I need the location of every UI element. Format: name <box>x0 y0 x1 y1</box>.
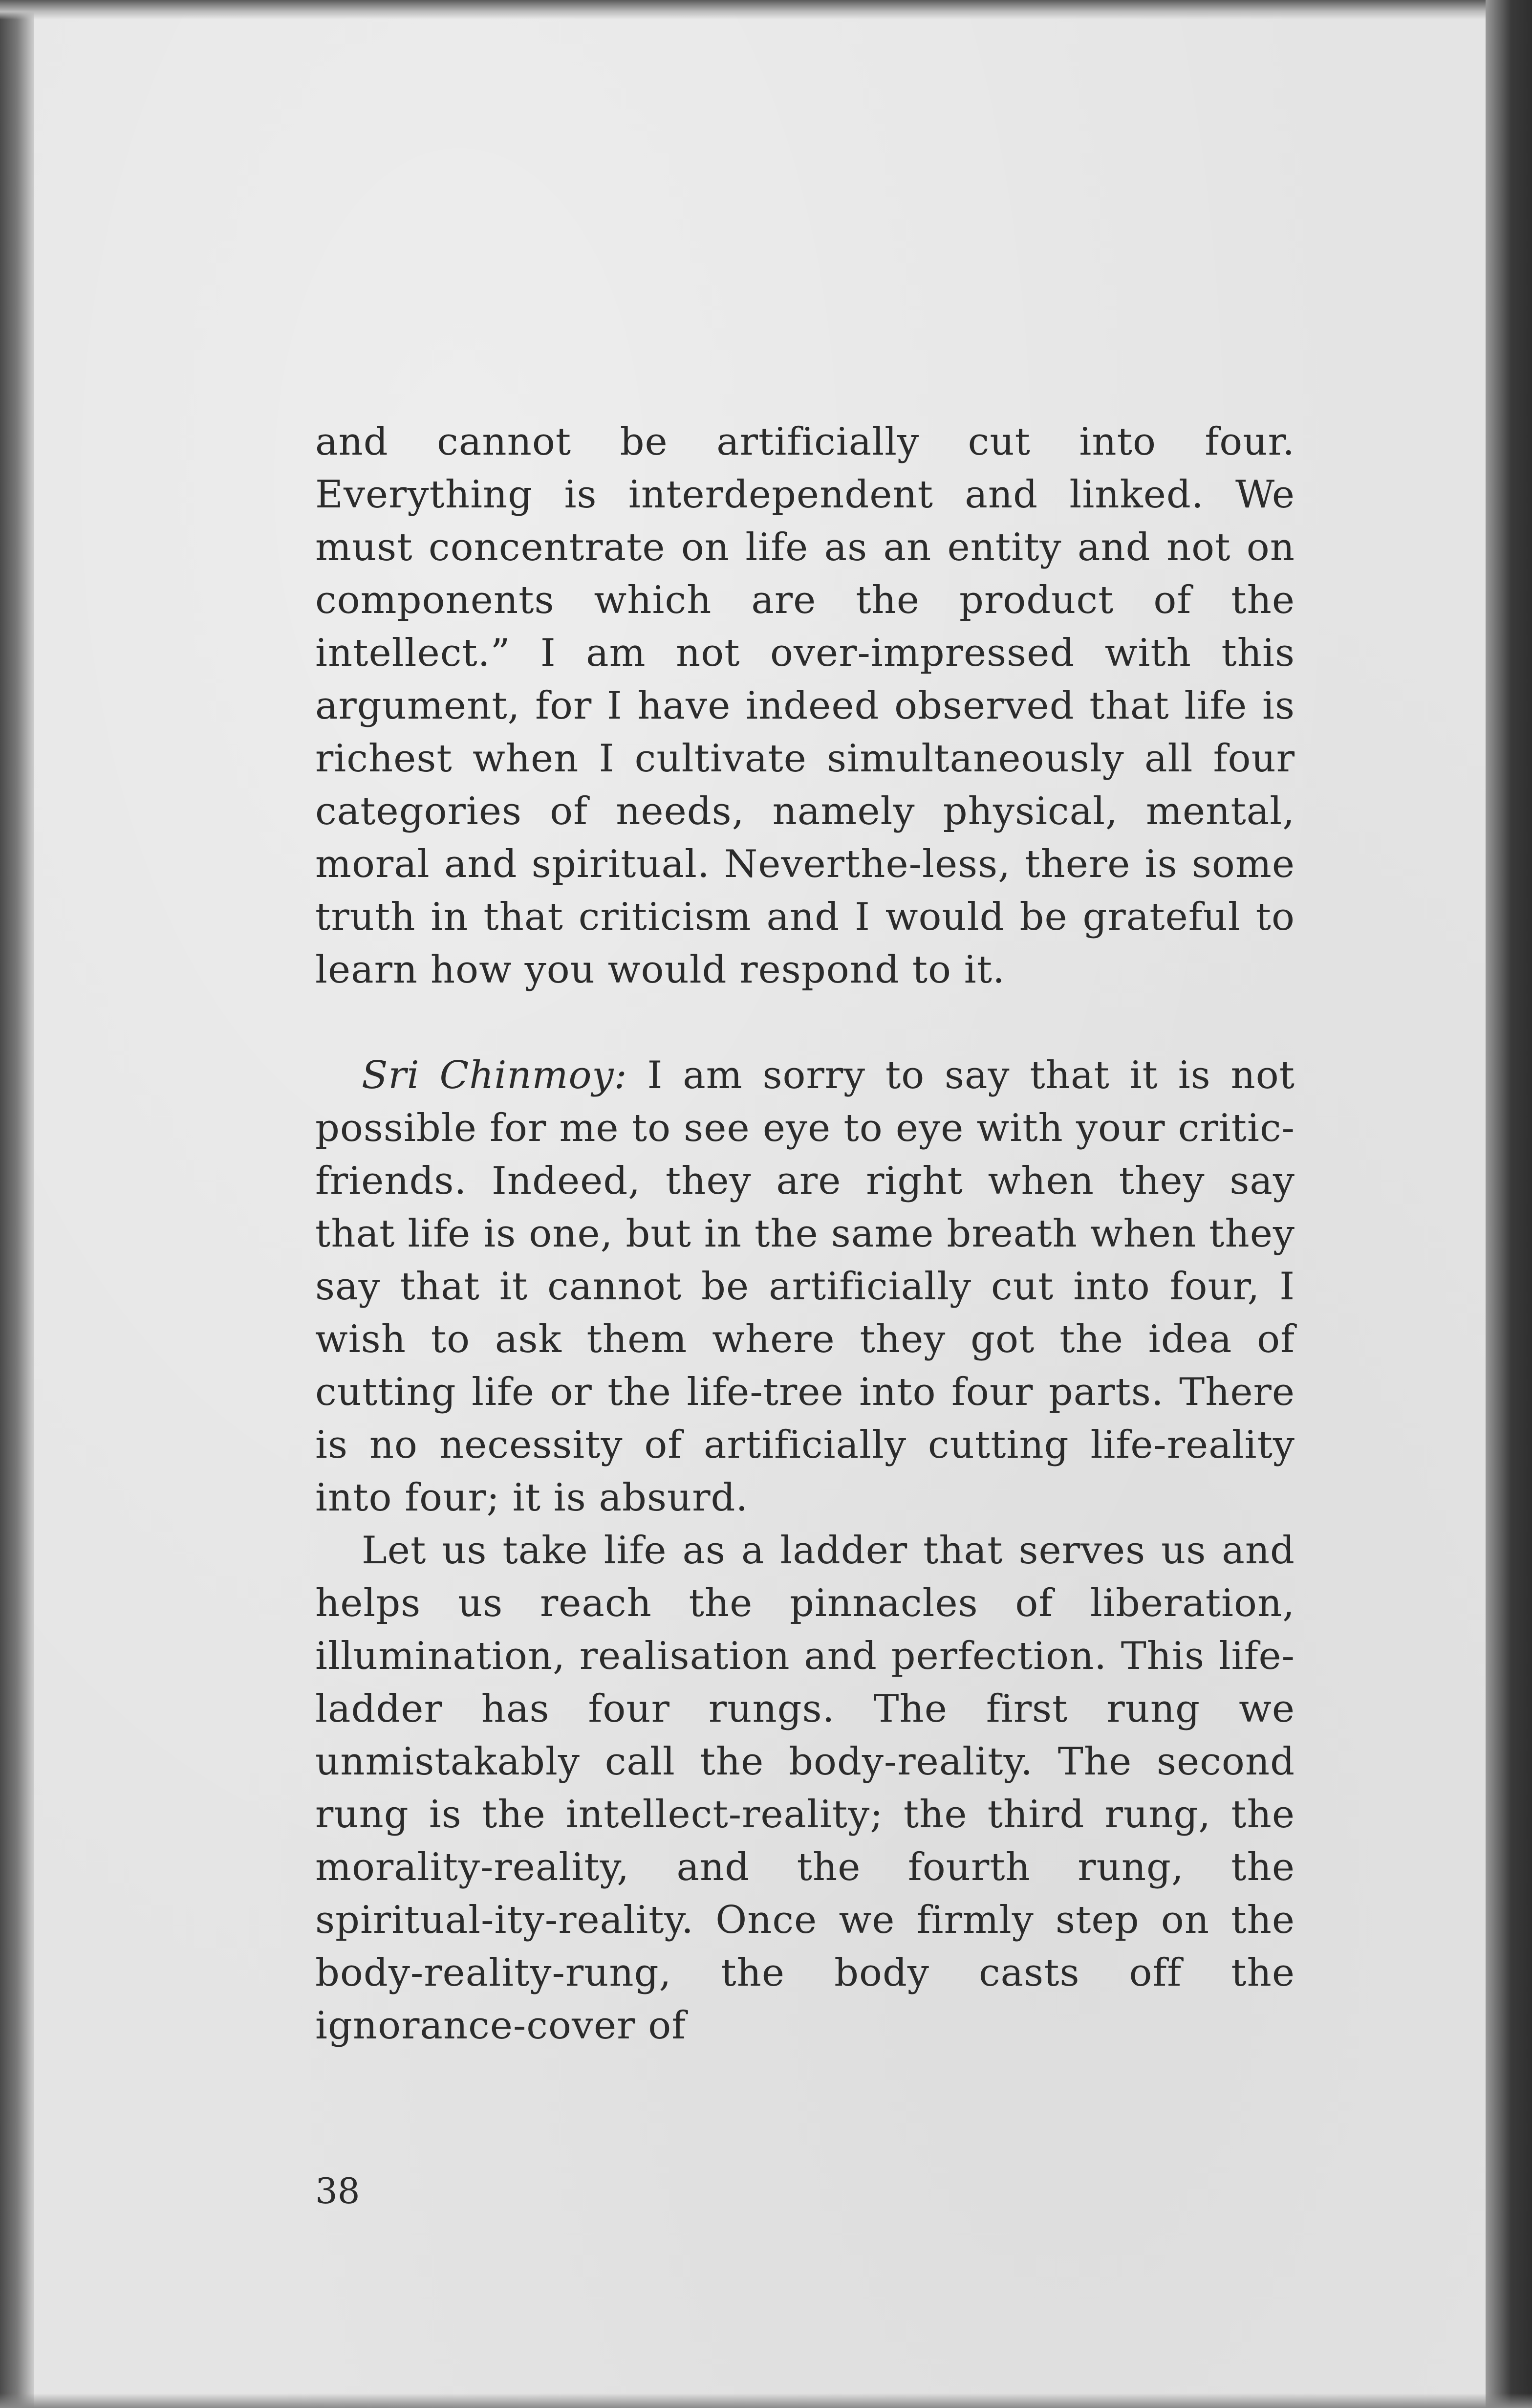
page-right-edge <box>1486 0 1532 2408</box>
answer-text: I am sorry to say that it is not possible for me to see eye to eye with your critic-friends. Indeed, they are right when they say that life is one, but in the same breath when they say that it cannot be artificially cut into four, I wish to ask them where they got the idea of cutting life or the life-tree into four parts. There is no necessity of artificially cutting life-reality into four; it is absurd. <box>315 1053 1295 1520</box>
speaker-label: Sri Chinmoy: <box>362 1053 627 1097</box>
paragraph-continuation: and cannot be artificially cut into four. Everything is interdependent and linked. We must concentrate on life as an entity and not on components which are the product of the intellect.” I am not over-impressed with this argument, for I have indeed observed that life is richest when I cultivate simultaneously all four categories of needs, namely physical, mental, moral and spiritual. Neverthe-less, there is some truth in that criticism and I would be grateful to learn how you would respond to it. <box>315 420 1295 992</box>
page-top-edge <box>0 0 1532 20</box>
page-bottom-edge <box>0 2393 1532 2408</box>
body-text <box>315 416 1295 2052</box>
page-number: 38 <box>315 2170 360 2211</box>
paragraph-ladder: Let us take life as a ladder that serves us and helps us reach the pinnacles of liberation, illumination, realisation and perfection. This life-ladder has four rungs. The first rung we unmistakably call the body-reality. The second rung is the intellect-reality; the third rung, the morality-reality, and the fourth rung, the spiritual-ity-reality. Once we firmly step on the body-reality-rung, the body casts off the ignorance-cover of <box>315 1529 1295 2048</box>
page-left-edge <box>0 0 34 2408</box>
paragraph-answer <box>315 1049 1295 1524</box>
